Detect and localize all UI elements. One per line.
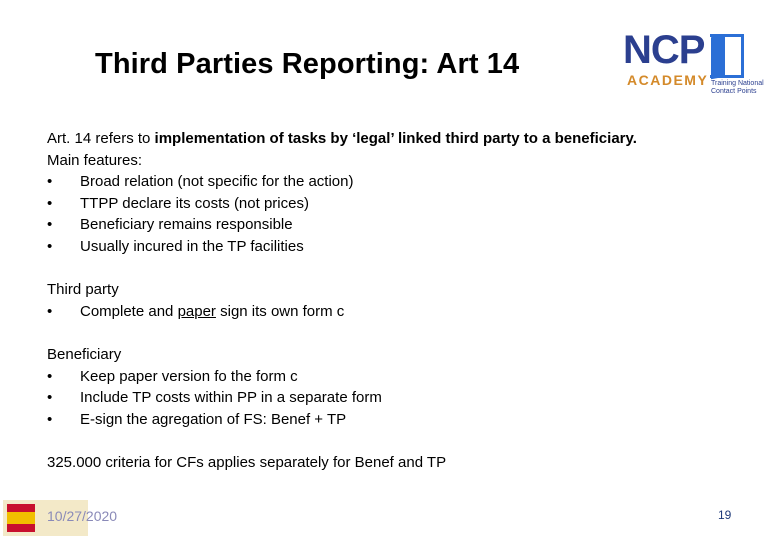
main-features-label: Main features: (47, 151, 143, 169)
bullet: • (47, 389, 53, 407)
bullet: • (47, 302, 53, 320)
list-item (47, 193, 747, 215)
intro-emphasis: implementation of tasks by ‘legal’ linked third party to a beneficiary. (154, 130, 637, 147)
logo-tagline: Training National Contact Points (711, 80, 764, 95)
list-item-text: sign its own form c (215, 302, 345, 320)
list-item (47, 301, 747, 323)
bullet: • (47, 216, 53, 234)
list-item-text: Keep paper version fo the form c (80, 367, 298, 385)
list-item (47, 366, 747, 388)
list-item (47, 214, 747, 236)
bullet: • (47, 410, 53, 428)
bullet: • (47, 173, 53, 191)
footer-date: 10/27/2020 (47, 508, 118, 524)
slide-title: Third Parties Reporting: Art 14 (95, 48, 520, 80)
list-item-text: E-sign the agregation of FS: Benef + TP (80, 410, 347, 428)
third-party-heading: Third party (47, 281, 119, 299)
logo-ncp-text: NCP (623, 28, 705, 72)
flag-stripe-icon (7, 512, 35, 524)
list-item-text: TTPP declare its costs (not prices) (80, 194, 309, 212)
list-item-text: Broad relation (not specific for the action) (80, 173, 354, 191)
bullet: • (47, 237, 53, 255)
list-item-text: Usually incured in the TP facilities (80, 237, 304, 255)
underlined-word: paper (177, 302, 216, 320)
list-item (47, 409, 747, 431)
list-item (47, 171, 747, 193)
criteria-note: 325.000 criteria for CFs applies separately for Benef and TP (47, 453, 447, 471)
ncp-academy-logo (623, 30, 768, 102)
bullet: • (47, 367, 53, 385)
slide-body (47, 128, 747, 474)
door-leaf-icon (711, 35, 725, 79)
list-item (47, 236, 747, 258)
list-item (47, 387, 747, 409)
beneficiary-heading: Beneficiary (47, 345, 122, 363)
list-item-text: Complete and (80, 302, 178, 320)
list-item-text: Beneficiary remains responsible (80, 216, 293, 234)
logo-academy-text: ACADEMY (627, 72, 709, 88)
bullet: • (47, 194, 53, 212)
intro-line (47, 128, 747, 150)
list-item-text: Include TP costs within PP in a separate form (80, 389, 382, 407)
page-number: 19 (718, 508, 732, 522)
intro-text: Art. 14 refers to (47, 130, 155, 147)
